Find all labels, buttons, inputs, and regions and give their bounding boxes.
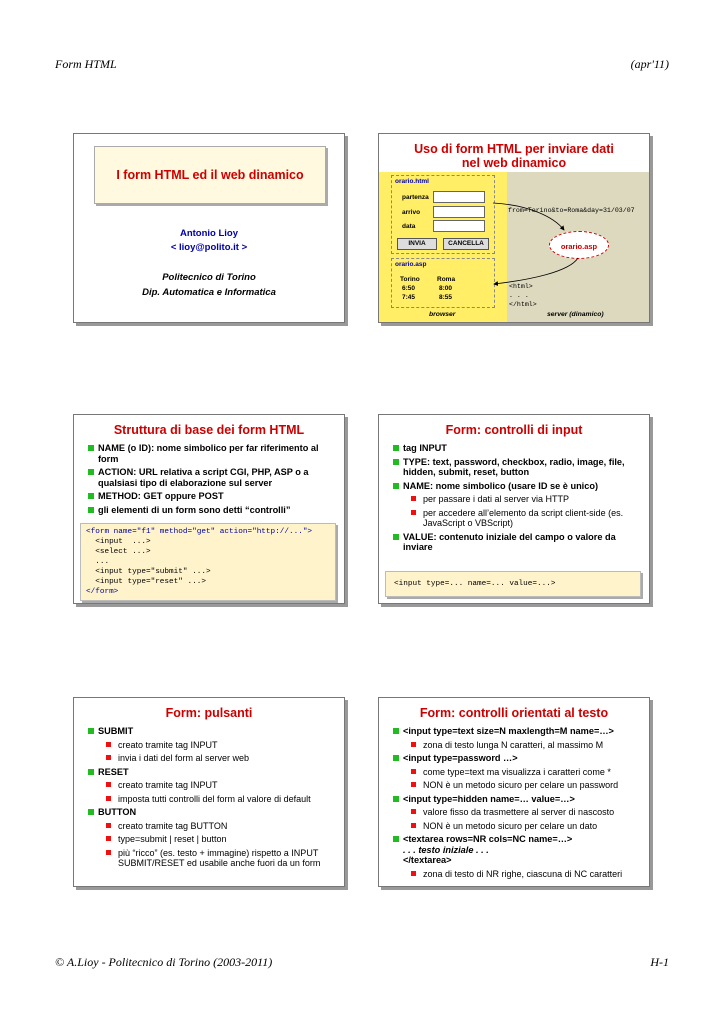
bullet-item [393, 726, 643, 750]
flow-arrows [379, 172, 649, 322]
slide-1 [73, 133, 345, 323]
bullet-item: TYPE: text, password, checkbox, radio, image, file, hidden, submit, reset, button [393, 457, 643, 478]
sub-list [403, 869, 643, 880]
author-email: < lioy@polito.it > [170, 242, 248, 253]
form-filename: orario.html [395, 178, 429, 185]
bullet-text: <input type=hidden name=… value=…> [403, 793, 575, 804]
code-line: ... [86, 558, 110, 566]
field-label-data: data [402, 223, 416, 230]
slide-2-title-line1: Uso di form HTML per inviare dati [414, 142, 614, 156]
bullet-item [393, 834, 643, 879]
result-cell: 8:00 [439, 285, 453, 292]
response-arrow [494, 258, 578, 284]
sub-item: per accedere all’elemento da script client-side (es. JavaScript o VBScript) [411, 508, 643, 529]
bullet-item [393, 794, 643, 832]
sub-item: creato tramite tag INPUT [106, 780, 338, 791]
slide-4-title: Form: controlli di input [445, 423, 583, 437]
code-line: </form> [86, 588, 119, 596]
slide-3-title: Struttura di base dei form HTML [113, 423, 305, 437]
code-line: <select ...> [86, 548, 151, 556]
result-cell: 8:55 [439, 294, 453, 301]
bullet-text: BUTTON [98, 807, 137, 817]
code-block: <input type=... name=... value=...> [385, 571, 641, 597]
bullet-item [88, 767, 338, 805]
code-block [80, 523, 336, 601]
sub-list [403, 740, 643, 751]
field-label-arrivo: arrivo [402, 209, 421, 216]
html-output-line: <html> [509, 283, 533, 290]
sub-list [403, 767, 643, 791]
slide-4 [378, 414, 650, 604]
sub-item: valore fisso da trasmettere al server di nascosto [411, 807, 643, 818]
bullet-item: gli elementi di un form sono detti “controlli” [88, 505, 338, 516]
bullet-item [88, 726, 338, 764]
bullet-item: NAME (o ID): nome simbolico per far riferimento al form [88, 443, 338, 464]
bullet-text: </textarea> [403, 855, 452, 865]
bullet-item: METHOD: GET oppure POST [88, 491, 338, 502]
sub-item: più “ricco” (es. testo + immagine) rispetto a INPUT SUBMIT/RESET ed usabile anche fuori da un form [106, 848, 338, 869]
sub-list [403, 807, 643, 831]
sub-list [403, 494, 643, 529]
bullet-text: . . . testo iniziale . . . [403, 844, 489, 855]
cancella-button[interactable]: CANCELLA [443, 238, 489, 250]
result-cell: 7:45 [402, 294, 416, 301]
server-label: server (dinamico) [547, 311, 604, 318]
header-left: Form HTML [55, 57, 117, 71]
sub-item: imposta tutti controlli del form al valore di default [106, 794, 338, 805]
diagram [379, 172, 649, 322]
bullet-list [379, 726, 649, 879]
bullet-text: SUBMIT [98, 726, 134, 736]
code-line: <input type="submit" ...> [86, 568, 211, 576]
bullet-text: RESET [98, 766, 129, 777]
bullet-list [74, 443, 344, 515]
sub-list [98, 780, 338, 804]
header-right: (apr'11) [630, 57, 669, 71]
sub-item: creato tramite tag INPUT [106, 740, 338, 751]
slide-2 [378, 133, 650, 323]
query-string: from=Torino&to=Roma&day=31/03/07 [508, 207, 635, 214]
sub-item: invia i dati del form al server web [106, 753, 338, 764]
slide-1-title: I form HTML ed il web dinamico [116, 168, 304, 182]
browser-label: browser [429, 311, 456, 318]
sub-item: zona di testo di NR righe, ciascuna di NC caratteri [411, 869, 643, 880]
bullet-item: tag INPUT [393, 443, 643, 454]
sub-item: NON è un metodo sicuro per celare un dato [411, 821, 643, 832]
slide-5-title: Form: pulsanti [165, 706, 253, 720]
result-col-torino: Torino [400, 276, 420, 283]
result-filename: orario.asp [395, 261, 427, 268]
footer-right: H-1 [650, 955, 669, 969]
bullet-text: NAME: nome simbolico (usare ID se è unico) [403, 480, 599, 491]
result-cell: 6:50 [402, 285, 416, 292]
sub-list [98, 821, 338, 869]
slide-5 [73, 697, 345, 887]
bullet-list [74, 726, 344, 869]
author-name: Antonio Lioy [179, 228, 239, 239]
bullet-item [393, 481, 643, 529]
server-script-label: orario.asp [560, 242, 598, 251]
bullet-item: VALUE: contenuto iniziale del campo o valore da inviare [393, 532, 643, 553]
bullet-item [88, 807, 338, 869]
code-line: <input ...> [86, 538, 151, 546]
slide-1-title-box [94, 146, 326, 204]
invia-button[interactable]: INVIA [397, 238, 437, 250]
sub-item: creato tramite tag BUTTON [106, 821, 338, 832]
html-output-line: </html> [509, 301, 537, 308]
sub-item: come type=text ma visualizza i caratteri come * [411, 767, 643, 778]
sub-item: zona di testo lunga N caratteri, al massimo M [411, 740, 643, 751]
slide-2-title [379, 142, 649, 170]
bullet-item [393, 753, 643, 791]
bullet-text: <textarea rows=NR cols=NC name=…> [403, 834, 573, 844]
slide-3 [73, 414, 345, 604]
result-col-roma: Roma [437, 276, 456, 283]
code-line: <input type="reset" ...> [86, 578, 206, 586]
slide-2-title-line2: nel web dinamico [461, 156, 567, 170]
slide-6-title: Form: controlli orientati al testo [419, 706, 609, 720]
bullet-list [379, 443, 649, 553]
code-line: <form name="f1" method="get" action="http://..."> [86, 528, 313, 536]
sub-list [98, 740, 338, 764]
footer-left: © A.Lioy - Politecnico di Torino (2003-2011) [55, 955, 273, 969]
sub-item: type=submit | reset | button [106, 834, 338, 845]
bullet-text: <input type=password …> [403, 753, 518, 763]
sub-item: NON è un metodo sicuro per celare un password [411, 780, 643, 791]
request-arrow [493, 203, 564, 230]
sub-item: per passare i dati al server via HTTP [411, 494, 643, 505]
bullet-text: <input type=text size=N maxlength=M name=…> [403, 726, 614, 736]
slide-6 [378, 697, 650, 887]
html-output-line: . . . [509, 292, 529, 299]
institution: Politecnico di Torino [162, 272, 256, 283]
field-label-partenza: partenza [402, 194, 429, 201]
department: Dip. Automatica e Informatica [142, 287, 276, 298]
bullet-item: ACTION: URL relativa a script CGI, PHP, ASP o a qualsiasi tipo di elaborazione sul server [88, 467, 338, 488]
